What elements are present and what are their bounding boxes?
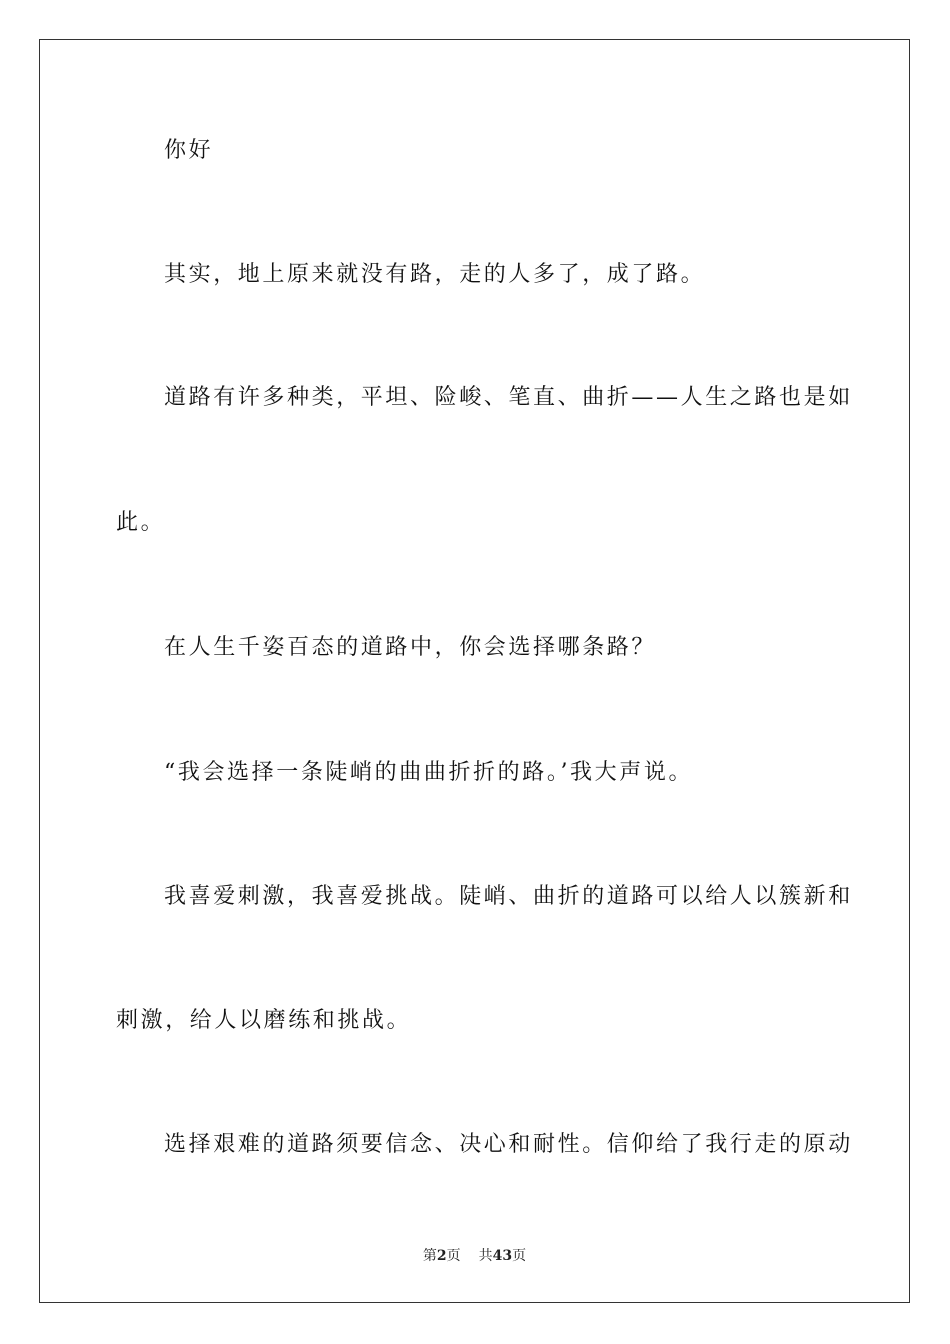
page-total: 43 <box>492 1248 513 1264</box>
page-current: 2 <box>436 1248 447 1264</box>
text-line-1: 其实，地上原来就没有路，走的人多了，成了路。 <box>164 262 706 287</box>
total-prefix: 共 <box>478 1248 493 1264</box>
page-unit: 页 <box>446 1248 461 1264</box>
text-line-6: 我喜爱刺激，我喜爱挑战。陡峭、曲折的道路可以给人以簇新和 <box>164 884 853 909</box>
page-prefix: 第 <box>422 1248 437 1264</box>
text-line-7: 刺激，给人以磨练和挑战。 <box>116 1008 412 1033</box>
page-footer <box>40 1246 909 1266</box>
text-line-greeting: 你好 <box>164 138 214 163</box>
text-line-5: “我会选择一条陡峭的曲曲折折的路。’我大声说。 <box>164 760 694 785</box>
text-line-2: 道路有许多种类，平坦、险峻、笔直、曲折——人生之路也是如 <box>164 385 853 410</box>
text-line-3: 此。 <box>116 510 166 535</box>
page-frame <box>39 39 910 1303</box>
total-unit: 页 <box>512 1248 527 1264</box>
text-line-8: 选择艰难的道路须要信念、决心和耐性。信仰给了我行走的原动 <box>164 1132 853 1157</box>
text-line-4: 在人生千姿百态的道路中，你会选择哪条路？ <box>164 635 657 660</box>
